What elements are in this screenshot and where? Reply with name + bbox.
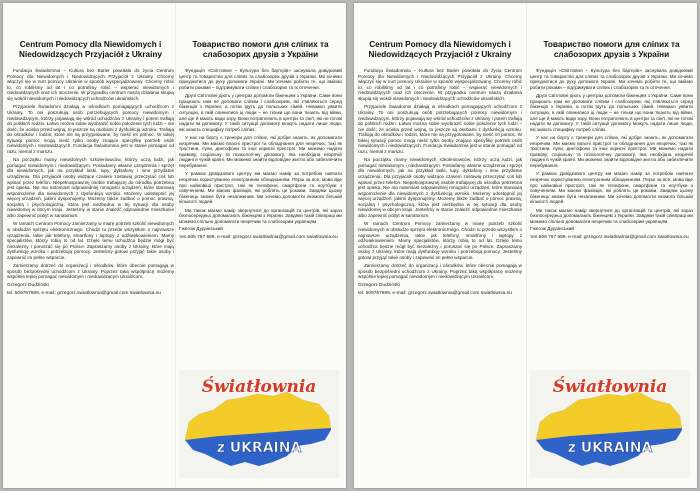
ukrainian-paragraph: У рамках Довідкового центру ми маємо намір за потребою навчати незрячих користуванню електронним обладнанням. Перш за все, мова йде про найновіші пристрої, такі як телефони, смартфони та ноутбуки з озвученням. Ми маємо фахівців, які роблять це роками. Завдяки цьому біженець зможе бути незалежним. Ми хочемо допомогти якомога більшій кількості людей.: [179, 171, 342, 205]
ukrainian-paragraph: Друзі Світловні діють у центрах допомоги біженцям з України. Саме вони працюють нам не допомоги сліпим і слабозорим, які з'являються серед біженців з України, а потім їдуть до польських сімей. Неважко уявити ситуацію, в якій опинилися ці люди – не тільки що вони тікають від війни, але ще й мають вади зору. Вони потрапляють в центри та сім'ї, які не готові надати їм допомогу. У такій ситуації допомогу можуть надати лише люди, які знають специфіку потреб сліпих.: [179, 93, 342, 132]
polish-title: Centrum Pomocy dla Niewidomych i Niedowidzących Przyjaciół z Ukrainy: [368, 40, 512, 59]
ukrainian-paragraph: Друзі Світловні діють у центрах допомоги біженцям з України. Саме вони працюють нам не допомоги сліпим і слабозорим, які з'являються серед біженців з України, а потім їдуть до польських сімей. Неважко уявити ситуацію, в якій опинилися ці люди – не тільки що вони тікають від війни, але ще й мають вади зору. Вони потрапляють в центри та сім'ї, які не готові надати їм допомогу. У такій ситуації допомогу можуть надати лише люди, які знають специфіку потреб сліпих.: [530, 93, 693, 132]
polish-signature: Grzegorz Dudziński: [358, 282, 400, 288]
polish-signature: Grzegorz Dudziński: [7, 282, 49, 288]
polish-signature-block: [358, 283, 522, 297]
polish-paragraph: Przyjaciele Świadomni działają w ośrodkach pomagających uchodźcom z Ukrainy. To oni poszukują osób potrzebujących pomocy niewidomym i niedowidzącym, którzy pojawiają się wśród uchodźców z Ukrainy i potem trafiają do polskich rodzin. Łatwo można sobie wyobrazić sobie położenie tych ludzi – nie dość, że ucieka przed wojną, to jeszcze są osobami z dysfunkcją wzroku. Trafiają do ośrodków i rodzin, które nie są przygotowane, by nieść im pomoc. W takiej sytuacji pomoc mogą nieść tylko osoby znające specyfikę potrzeb osób niewidomych i niedowidzących. Fundacja Świadomnia jest w stanie pomagać od razu, niemal z marszu.: [7, 104, 174, 154]
ukrainian-paragraph: Фундація «Світловня – Культура без бар'єрів» заснувала довідковий центр та товариство для сліпих та слабозорих друзів з України. Ми хочемо приєднатися до руху допомоги Україні. Ми хочемо робити те, що вміємо робити роками – підтримувати сліпих і слабозорих та їх оточення.: [530, 68, 693, 90]
ukrainian-contact: тел.509 767 689, e-mail: grzegorz.swiatlowlnia@gmail.com swiatlownia.eu: [530, 235, 689, 241]
ukraine-map-banner: [179, 370, 339, 478]
polish-contact: tel. 509767689, e-mail: grzegorz.swiatlownia@gmail.com swiatlownia.eu: [7, 290, 161, 296]
polish-paragraph: W ramach Centrum Pomocy zamierzamy w miarę potrzeb szkolić niewidomych w obsłudze sprzętu elektronicznego. Chodzi tu przede wszystkim o najnowsze urządzenia, takie jak telefony, smartfony i laptopy z udźwiękowieniem. Mamy specjalistów, którzy robią to od lat. Dzięki temu uchodźca będzie mógł być niezależny i poruszać się po Polsce. Zapraszamy osoby z Ukrainy, które mają dysfunkcję wzroku i potrzebują pomocy. Jesteśmy gotowi przyjąć takie osoby i zapewnić im pełne wsparcie.: [358, 221, 522, 260]
ukrainian-body: [179, 68, 342, 224]
polish-paragraph: Przyjaciele Świadomni działają w ośrodkach pomagających uchodźcom z Ukrainy. To oni poszukują osób potrzebujących pomocy niewidomym i niedowidzącym, którzy pojawiają się wśród uchodźców z Ukrainy i potem trafiają do polskich rodzin. Łatwo można sobie wyobrazić sobie położenie tych ludzi – nie dość, że ucieka przed wojną, to jeszcze są osobami z dysfunkcją wzroku. Trafiają do ośrodków i rodzin, które nie są przygotowane, by nieść im pomoc. W takiej sytuacji pomoc mogą nieść tylko osoby znające specyfikę potrzeb osób niewidomych i niedowidzących. Fundacja Świadomnia jest w stanie pomagać od razu, niemal z marszu.: [358, 104, 522, 154]
polish-paragraph: Fundacja Świadomnia – Kultura bez Barier powołała do życia Centrum Pomocy dla Niewidomych i Niedowidzących Przyjaciół z Ukrainy. Chcemy włączyć się w nurt pomocy Ukrainie w sposób wyspecjalizowany. Chcemy robić to, co robiliśmy od lat i co potrafimy robić – wspierać niewidomych i niedowidzących oraz ich otoczenie. W przypadku centrum naszą działania skupią się wokół niewidomych i niedowidzących uchodźców ukraińskich.: [7, 68, 174, 101]
ukrainian-paragraph: Ми також маємо намір звернутися до організацій та центрів, які зараз безпосередньо допомагають біженцям з України. Завдяки такій співпраці ми можемо спільно допомагати незрячим та слабозорим українцям.: [179, 207, 342, 224]
banner-tagline: z UKRAINA: [216, 440, 302, 456]
ukraine-map-graphic: [179, 370, 339, 478]
polish-title: Centrum Pomocy dla Niewidomych i Niedowidzących Przyjaciół z Ukrainy: [19, 40, 162, 59]
ukraine-map-graphic: [530, 370, 690, 478]
ukrainian-contact: тел.509 767 689, e-mail: grzegorz.swiatlowlnia@gmail.com swiatlownia.eu: [179, 235, 338, 241]
ukrainian-body: [530, 68, 693, 224]
leaflet-sheet-left: [3, 3, 346, 488]
polish-body: [358, 68, 522, 280]
ukrainian-paragraph: У нас на борту є тренери для сліпих, які добре знають, як допомагати незрячим. Ми маємо власні пристрої та обладнання для незрячих, такі як тростини, лупи, диктофони та інші корисні пристрої. Ми можемо надати правову, соціальну та психологічну допомогу, яка необхідна незрячій людині в чужій країні. Ми можемо знайти відповідне житло або забезпечити перебування.: [530, 135, 693, 168]
ukrainian-paragraph: У нас на борту є тренери для сліпих, які добре знають, як допомагати незрячим. Ми маємо власні пристрої та обладнання для незрячих, такі як тростини, лупи, диктофони та інші корисні пристрої. Ми можемо надати правову, соціальну та психологічну допомогу, яка необхідна незрячій людині в чужій країні. Ми можемо знайти відповідне житло або забезпечити перебування.: [179, 135, 342, 168]
ukrainian-paragraph: Фундація «Світловня – Культура без бар'єрів» заснувала довідковий центр та товариство для сліпих та слабозорих друзів з України. Ми хочемо приєднатися до руху допомоги Україні. Ми хочемо робити те, що вміємо робити роками – підтримувати сліпих і слабозорих та їх оточення.: [179, 68, 342, 90]
polish-signature-block: [7, 283, 174, 297]
column-divider: [526, 3, 527, 488]
ukraine-map-banner: [530, 370, 690, 478]
banner-tagline: z UKRAINA: [567, 440, 653, 456]
polish-paragraph: Zamierzamy dotrzeć do organizacji i ośrodków, które obecnie pomagają w sposób bezpośredni uchodźcom z Ukrainy. Poprzez taką współpracę możemy wspólnie lepiej pomagać niewidomym i niedowidzącym Ukraińcom.: [358, 263, 522, 280]
ukrainian-title: Товариство помоги для сліпих та слабозорих друзів з України: [543, 40, 680, 59]
banner-headline: Światłownia: [201, 377, 317, 397]
ukrainian-paragraph: У рамках Довідкового центру ми маємо намір за потребою навчати незрячих користуванню електронним обладнанням. Перш за все, мова йде про найновіші пристрої, такі як телефони, смартфони та ноутбуки з озвученням. Ми маємо фахівців, які роблять це роками. Завдяки цьому біженець зможе бути незалежним. Ми хочемо допомогти якомога більшій кількості людей.: [530, 171, 693, 205]
polish-paragraph: Zamierzamy dotrzeć do organizacji i ośrodków, które obecnie pomagają w sposób bezpośredni uchodźcom z Ukrainy. Poprzez taką współpracę możemy wspólnie lepiej pomagać niewidomym i niedowidzącym Ukraińcom.: [7, 263, 174, 280]
banner-headline: Światłownia: [552, 377, 668, 397]
polish-paragraph: Na początku mamy niewidomych szkoleniowców, którzy uczą ludzi, jak pomagać niewidomym i niedowidzącym. Posiadamy własne urządzenia i sprzęt dla niewidomych, jak na przykład laski, lupy, dyktafony i inne przydatne urządzenia. Dla przyjaciół osoby widzące czasem zostawią przeczytać coś lub wpisać przez telefon. Niepełnosprawnej osobie trafiającej do ośrodka potrzebna jest opieka. Nie ma natomiast odpowiedniej mnogości urządzeń, które stanowią wspomożenie dla niewidomych z dysfunkcją wzroku. Możemy udostępnić jej więcej urządzeń, jakimi dysponujemy. Możemy także zadbać o pomoc prawną, socjalną i psychologiczną, która jest niezbędna w tej sytuacji dla osoby niewidomej w obcym kraju. Jesteśmy w stanie znaleźć odpowiednie mieszkanie albo zapewnić pobyt w sanatorium.: [7, 157, 174, 218]
column-divider: [175, 3, 176, 488]
polish-paragraph: W ramach Centrum Pomocy zamierzamy w miarę potrzeb szkolić niewidomych w obsłudze sprzętu elektronicznego. Chodzi tu przede wszystkim o najnowsze urządzenia, takie jak telefony, smartfony i laptopy z udźwiękowieniem. Mamy specjalistów, którzy robią to od lat. Dzięki temu uchodźca będzie mógł być niezależny i poruszać się po Polsce. Zapraszamy osoby z Ukrainy, które mają dysfunkcję wzroku i potrzebują pomocy. Jesteśmy gotowi przyjąć takie osoby i zapewnić im pełne wsparcie.: [7, 221, 174, 260]
leaflet-sheet-right: [354, 3, 697, 488]
ukrainian-signature: Гжегож Дудзінський: [179, 227, 223, 233]
ukrainian-signature-block: [179, 227, 342, 241]
ukrainian-signature-block: [530, 227, 693, 241]
polish-paragraph: Na początku mamy niewidomych szkoleniowców, którzy uczą ludzi, jak pomagać niewidomym i niedowidzącym. Posiadamy własne urządzenia i sprzęt dla niewidomych, jak na przykład laski, lupy, dyktafony i inne przydatne urządzenia. Dla przyjaciół osoby widzące czasem zostawią przeczytać coś lub wpisać przez telefon. Niepełnosprawnej osobie trafiającej do ośrodka potrzebna jest opieka. Nie ma natomiast odpowiedniej mnogości urządzeń, które stanowią wspomożenie dla niewidomych z dysfunkcją wzroku. Możemy udostępnić jej więcej urządzeń, jakimi dysponujemy. Możemy także zadbać o pomoc prawną, socjalną i psychologiczną, która jest niezbędna w tej sytuacji dla osoby niewidomej w obcym kraju. Jesteśmy w stanie znaleźć odpowiednie mieszkanie albo zapewnić pobyt w sanatorium.: [358, 157, 522, 218]
polish-paragraph: Fundacja Świadomnia – Kultura bez Barier powołała do życia Centrum Pomocy dla Niewidomych i Niedowidzących Przyjaciół z Ukrainy. Chcemy włączyć się w nurt pomocy Ukrainie w sposób wyspecjalizowany. Chcemy robić to, co robiliśmy od lat i co potrafimy robić – wspierać niewidomych i niedowidzących oraz ich otoczenie. W przypadku centrum naszą działania skupią się wokół niewidomych i niedowidzących uchodźców ukraińskich.: [358, 68, 522, 101]
polish-contact: tel. 509767689, e-mail: grzegorz.swiatlownia@gmail.com swiatlownia.eu: [358, 290, 512, 296]
ukrainian-signature: Гжегож Дудзінський: [530, 227, 574, 233]
polish-body: [7, 68, 174, 280]
ukrainian-title: Товариство помоги для сліпих та слабозорих друзів з України: [192, 40, 329, 59]
polish-column: [3, 3, 178, 488]
ukrainian-paragraph: Ми також маємо намір звернутися до організацій та центрів, які зараз безпосередньо допомагають біженцям з України. Завдяки такій співпраці ми можемо спільно допомагати незрячим та слабозорим українцям.: [530, 207, 693, 224]
polish-column: [354, 3, 526, 488]
